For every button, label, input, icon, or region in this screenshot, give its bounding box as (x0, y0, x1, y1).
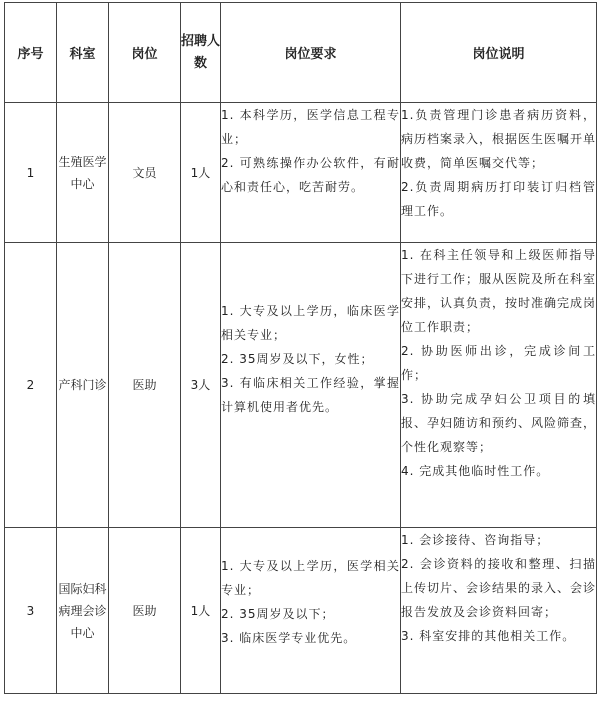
requirement-item: 2. 可熟练操作办公软件，有耐心和责任心，吃苦耐劳。 (221, 156, 400, 194)
row-description (401, 528, 597, 694)
row-description (401, 103, 597, 243)
table-row (5, 103, 597, 243)
row-position: 医助 (109, 243, 181, 528)
table-row (5, 243, 597, 528)
description-item: 1.负责管理门诊患者病历资料，病历档案录入，根据医生医嘱开单收费，简单医嘱交代等； (401, 108, 597, 170)
header-count: 招聘人数 (181, 3, 221, 103)
requirement-item: 2. 35周岁及以下； (221, 607, 335, 621)
row-count: 3人 (181, 243, 221, 528)
row-count: 1人 (181, 528, 221, 694)
header-row (5, 3, 597, 103)
recruitment-table (4, 2, 597, 694)
description-item: 1. 在科主任领导和上级医师指导下进行工作；服从医院及所在科室安排，认真负责，按时准确完成岗位工作职责； (401, 248, 597, 334)
row-requirements (221, 528, 401, 694)
description-item: 1. 会诊接待、咨询指导； (401, 533, 550, 547)
row-no: 3 (5, 528, 57, 694)
header-no: 序号 (5, 3, 57, 103)
description-item: 3. 科室安排的其他相关工作。 (401, 629, 576, 643)
requirement-item: 1. 本科学历，医学信息工程专业； (221, 108, 400, 146)
row-no: 1 (5, 103, 57, 243)
requirement-item: 3. 临床医学专业优先。 (221, 631, 357, 645)
row-position: 文员 (109, 103, 181, 243)
description-item: 2. 协助医师出诊，完成诊间工作； (401, 344, 596, 382)
row-count: 1人 (181, 103, 221, 243)
table-row (5, 528, 597, 694)
row-requirements (221, 103, 401, 243)
header-requirements: 岗位要求 (221, 3, 401, 103)
requirement-item: 1. 大专及以上学历，医学相关专业； (221, 559, 400, 597)
description-item: 3. 协助完成孕妇公卫项目的填报、孕妇随访和预约、风险筛查，个性化观察等； (401, 392, 597, 454)
requirement-item: 1. 大专及以上学历，临床医学相关专业； (221, 304, 400, 342)
description-item: 2.负责周期病历打印装订归档管理工作。 (401, 180, 596, 218)
row-dept: 产科门诊 (57, 243, 109, 528)
requirement-item: 3. 有临床相关工作经验，掌握计算机使用者优先。 (221, 376, 400, 414)
description-item: 4. 完成其他临时性工作。 (401, 464, 550, 478)
header-dept: 科室 (57, 3, 109, 103)
requirement-item: 2. 35周岁及以下，女性； (221, 352, 374, 366)
row-description (401, 243, 597, 528)
description-item: 2. 会诊资料的接收和整理、扫描上传切片、会诊结果的录入、会诊报告发放及会诊资料回寄； (401, 557, 597, 619)
header-description: 岗位说明 (401, 3, 597, 103)
row-dept: 国际妇科病理会诊中心 (57, 528, 109, 694)
row-dept: 生殖医学中心 (57, 103, 109, 243)
row-requirements (221, 243, 401, 528)
row-position: 医助 (109, 528, 181, 694)
header-position: 岗位 (109, 3, 181, 103)
row-no: 2 (5, 243, 57, 528)
